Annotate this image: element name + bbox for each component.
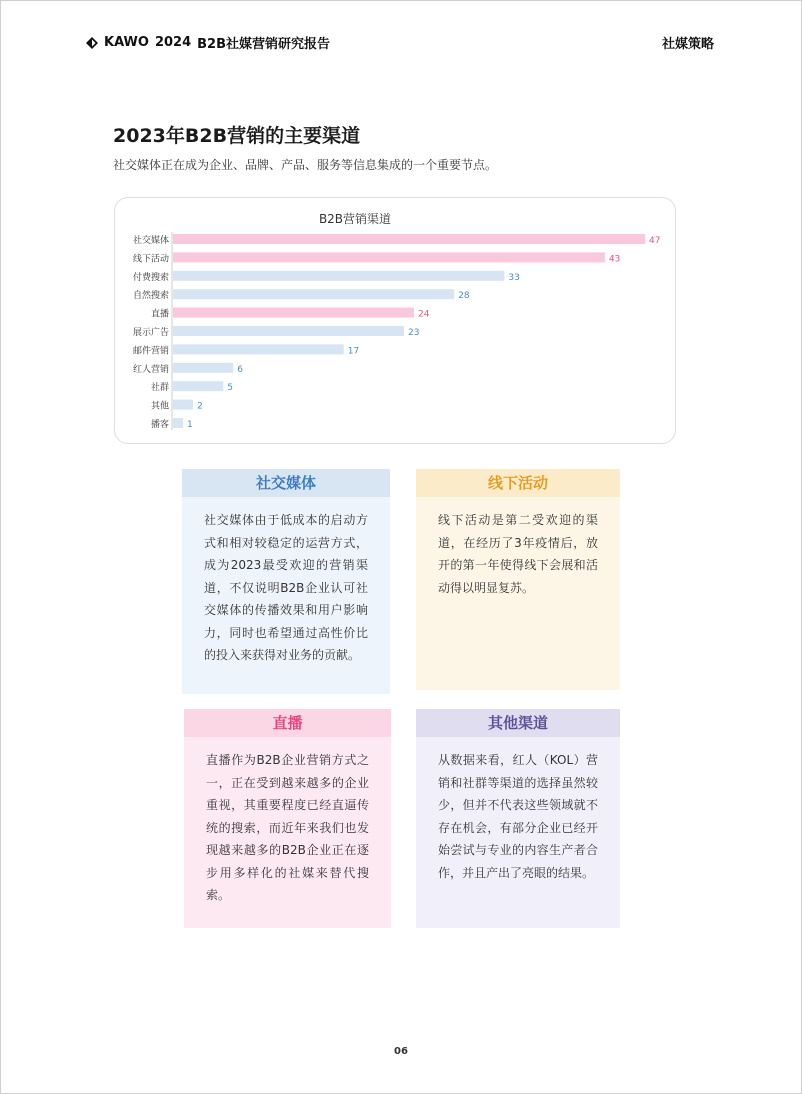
category-label: 社群	[150, 383, 169, 394]
page-number: 06	[394, 1046, 408, 1057]
value-label: 24	[418, 309, 430, 320]
category-label: 展示广告	[132, 328, 169, 338]
category-label: 线下活动	[132, 254, 169, 265]
card-social-media-body: 社交媒体由于低成本的启动方式和相对较稳定的运营方式，成为2023最受欢迎的营销渠道，不仅说明B2B企业认可社交媒体的传播效果和用户影响力，同时也希望通过高性价比的投入来获得对业务的贡献。	[182, 497, 390, 694]
card-other-channels	[416, 709, 620, 928]
bar	[173, 363, 233, 373]
card-offline-events-body: 线下活动是第二受欢迎的渠道，在经历了3年疫情后，放开的第一年使得线下会展和活动得以明显复苏。	[416, 497, 620, 690]
category-label: 直播	[150, 309, 169, 320]
kawo-logo-icon	[86, 37, 98, 49]
bar	[173, 308, 414, 318]
bar	[173, 252, 605, 262]
value-label: 28	[458, 291, 470, 302]
page-title: 2023年B2B营销的主要渠道	[113, 125, 361, 147]
value-label: 33	[508, 272, 520, 283]
bar	[173, 289, 454, 299]
brand	[86, 33, 330, 52]
bar	[173, 271, 504, 281]
value-label: 5	[227, 383, 233, 394]
value-label: 6	[237, 364, 243, 375]
report-title: B2B社媒营销研究报告	[197, 37, 331, 52]
card-offline-events	[416, 469, 620, 690]
bar-chart	[115, 198, 675, 443]
page-header	[86, 33, 714, 51]
bar	[173, 418, 183, 428]
card-livestream	[184, 709, 391, 928]
chart-title: B2B营销渠道	[318, 212, 392, 226]
value-label: 23	[407, 328, 420, 338]
card-social-media	[182, 469, 390, 694]
category-label: 社交媒体	[132, 236, 169, 246]
bar	[173, 326, 404, 336]
card-livestream-title: 直播	[184, 709, 391, 737]
value-label: 2	[197, 401, 203, 412]
value-label: 1	[187, 420, 193, 430]
value-label: 17	[347, 346, 360, 357]
card-offline-events-title: 线下活动	[416, 469, 620, 497]
bar	[173, 381, 223, 391]
brand-name: KAWO	[104, 35, 149, 50]
category-label: 付费搜索	[132, 272, 169, 283]
bar	[173, 344, 344, 354]
category-label: 邮件营销	[132, 346, 169, 357]
card-social-media-title: 社交媒体	[182, 469, 390, 497]
card-other-channels-title: 其他渠道	[416, 709, 620, 737]
category-label: 其他	[150, 401, 169, 412]
value-label: 47	[649, 236, 661, 246]
report-year: 2024	[154, 35, 192, 50]
card-livestream-body: 直播作为B2B企业营销方式之一，正在受到越来越多的企业重视，其重要程度已经直逼传统的搜索，而近年来我们也发现越来越多的B2B企业正在逐步用多样化的社媒来替代搜索。	[184, 737, 391, 928]
card-other-channels-body: 从数据来看，红人（KOL）营销和社群等渠道的选择虽然较少，但并不代表这些领域就不存在机会，有部分企业已经开始尝试与专业的内容生产者合作，并且产出了亮眼的结果。	[416, 737, 620, 928]
category-label: 播客	[150, 420, 169, 430]
category-label: 自然搜索	[132, 291, 169, 302]
chart-card	[114, 197, 676, 444]
page-subtitle: 社交媒体正在成为企业、品牌、产品、服务等信息集成的一个重要节点。	[113, 158, 498, 172]
category-label: 红人营销	[132, 364, 169, 375]
value-label: 43	[608, 254, 621, 265]
bar	[173, 400, 193, 410]
section-name: 社媒策略	[661, 37, 714, 52]
bar	[173, 234, 645, 244]
